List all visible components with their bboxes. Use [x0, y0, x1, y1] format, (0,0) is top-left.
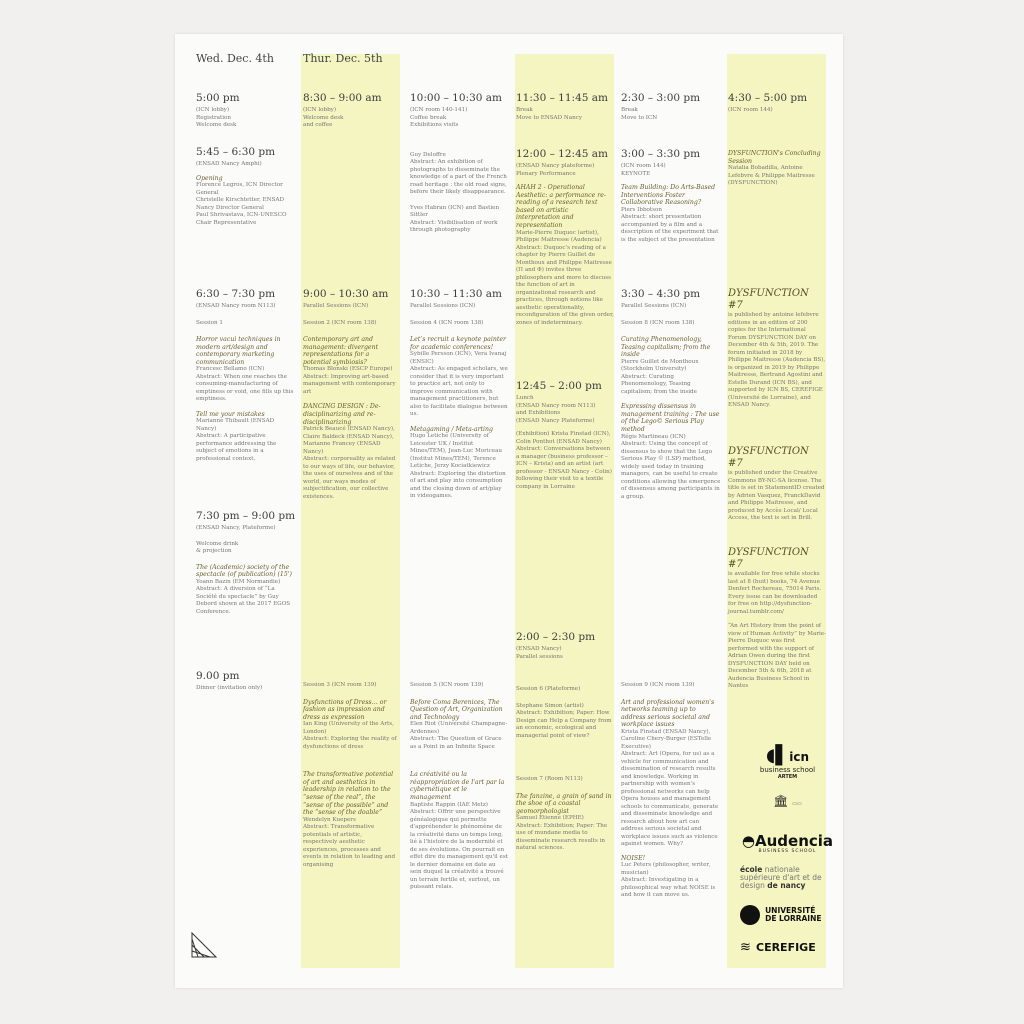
time: 10:00 – 10:30 am	[410, 92, 502, 104]
text: Move to ICN	[621, 114, 658, 121]
room: Parallel Sessions (ICN)	[621, 303, 687, 309]
colophon-text: is published by antoine lefebvre editions in an edition of 200 copies for the International Forum DYSFUNCTION DAY on December 4th & 5th, 2019. The forum initiated in 2018 by Philippe Maitresse (Audencia BS), is organized in 2019 by Philippe Maitresse, Bertrand Agostini and Estelle Durand (ICN BS), and supported by ICN BS, CEREFIGE (Université de Lorraine), and ENSAD Nancy.	[728, 312, 826, 408]
time: 8:30 – 9:00 am	[303, 92, 382, 104]
title: DANCING DESIGN : De-disciplinarizing and re-disciplinarizing	[303, 403, 381, 426]
time: 10:30 – 11:30 am	[410, 288, 502, 300]
person: Thomas Blonski (ESCP Europe)	[303, 366, 393, 373]
session: Session 4 (ICN room 138)	[410, 319, 484, 326]
abstract: Abstract: corporeality as related to our ways of life, our behavior, the uses of ourselves and of the world, our ways modes of subjectification, our collective existences.	[303, 456, 396, 500]
person: Hugo Letiche (University of Leicester UK / Institut Mines/TEM), Jean-Luc Moriceau (Institut Mines/TEM), Terence Letiche, Jerzy Kociatkiewicz	[410, 433, 503, 470]
person: Patrick Beaucé (ENSAD Nancy),	[303, 426, 395, 433]
title: Curating Phenomenology, Teasing capitalism; from the inside	[621, 336, 711, 359]
time: 5:45 – 6:30 pm	[196, 146, 276, 158]
session: Session 5 (ICN room 139)	[410, 682, 484, 688]
room: (ENSAD Nancy)	[516, 646, 562, 652]
time: 4:30 – 5:00 pm	[728, 92, 808, 104]
text: and coffee	[303, 122, 333, 128]
abstract: Abstract: Exploring the reality of dysfunctions of dress	[303, 736, 397, 750]
session: Session 9 (ICN room 139)	[621, 682, 695, 688]
abstract: Abstract: A participative performance addressing the subject of emotions in a professional context.	[196, 433, 277, 462]
ul-mark-icon	[740, 905, 760, 925]
day-header-wed: Wed. Dec. 4th	[196, 52, 274, 65]
person: Christelle Kirschtetter, ENSAD Nancy Director General	[196, 197, 285, 211]
ul-text: DE LORRAINE	[765, 913, 822, 923]
person: Yoann Bazin (EM Normandie)	[196, 578, 281, 585]
text: KEYNOTE	[621, 170, 651, 177]
time: 2:00 – 2:30 pm	[516, 631, 596, 643]
ensad-text: design	[740, 881, 765, 890]
logo-cerefige	[740, 936, 845, 955]
colophon-text: is published under the Creative Commons BY-NC-SA license. The title is set in StatementID created by Adrien Vasquez, FranckDavid and Philippe Maitresse, and produced by Accès Local/ Local Access, the text is set in Brill.	[728, 470, 825, 521]
title: Horror vacui techniques in modern art/design and contemporary marketing communication	[196, 336, 281, 366]
person: Sybille Persson (ICN), Vera Ivanaj (ENSIC)	[410, 351, 507, 365]
colophon-text: “An Art History from the point of view of Human Activity” by Marie-Pierre Duquoc was first performed with the support of Adrian Owen during the first DYSFUNCTION DAY held on December 5th & 6th, 2018 at Audencia Business School in Nantes	[728, 623, 826, 689]
person: (Exhibition) Krista Finstad (ICN), Colin Ponthot (ENSAD Nancy)	[516, 431, 611, 445]
abstract: Abstract: Offrir une perspective généalogique qui permette d'appréhender le phénomène de la créativité dans un temps long, lié à l'histoire de la modernité et de ses évolutions. On pourrait en effet dire du management qu'il est le dernier domaine en date au sein duquel la créativité a trouvé un terrain fertile et, surtout, un puissant relais.	[410, 809, 508, 891]
abstract: Abstract: An exhibition of photographs to disseminate the knowledge of a part of the French road heritage : the old road signs, before their likely disappearance.	[410, 159, 507, 195]
title: The fanzine, a grain of sand in the shoe of a coastal geomorphologist	[516, 792, 612, 815]
text: Break	[621, 107, 638, 113]
person: Marianne Francey (ENSAD Nancy)	[303, 441, 381, 455]
person: Samuel Etienne (EPHE)	[516, 815, 584, 822]
person: Marie-Pierre Duquoc (artist), Philippe Maitresse (Audencia)	[516, 229, 602, 244]
room: (ENSAD Nancy, Plateforme)	[196, 525, 276, 531]
title: DYSFUNCTION's Concluding Session	[728, 150, 821, 165]
title: NOISE!	[621, 854, 646, 862]
abstract: Abstract: When one reaches the consuming-manufacturing of emptiness or void, one fills up this emptiness.	[196, 373, 294, 403]
audencia-subtitle: BUSINESS SCHOOL	[758, 849, 817, 854]
room: Parallel Sessions (ICN)	[410, 303, 476, 309]
abstract: Abstract: Exploring the distortion of art and play into consumption and the closing down of art/play in videogames.	[410, 470, 506, 500]
logo-audencia	[735, 834, 840, 854]
abstract: Abstract: Art (Opera, for us) as a vehicle for communication and dissemination of research results and knowledge. Working in partnership with women's professional networks can help Opera houses and management schools to communicate, generate and disseminate knowledge and research about how art can address serious societal and workplace issues such as violence against women. Why?	[621, 751, 719, 848]
text: Welcome desk	[196, 122, 237, 128]
room: (ICN lobby)	[196, 107, 230, 113]
person: Paul Shrivastava, ICN-UNESCO Chair Representative	[196, 212, 287, 226]
time: 5:00 pm	[196, 92, 240, 104]
text: Registration	[196, 114, 232, 121]
time: 2:30 – 3:00 pm	[621, 92, 701, 104]
audencia-mark-icon: ◓	[741, 832, 756, 850]
ensad-text: nationale	[764, 865, 800, 874]
time: 3:30 – 4:30 pm	[621, 288, 701, 300]
person: Yves Habran (ICN) and Bastien Sittler	[410, 204, 500, 218]
abstract: Abstract: short presentation accompanied by a film and a description of the experiment that is the subject of the presentation	[621, 214, 719, 243]
text: Welcome drink	[196, 540, 239, 547]
time: 12:45 – 2:00 pm	[516, 380, 602, 392]
session: Session 3 (ICN room 139)	[303, 682, 377, 688]
logo-icn	[735, 747, 840, 780]
title: Team Building: Do Arts-Based Interventions Foster Collaborative Reasoning?	[621, 184, 716, 207]
abstract: Abstract: Investigating in a philosophical way what NOISE is and how it can move us.	[621, 877, 716, 899]
time: 3:00 – 3:30 pm	[621, 148, 701, 160]
colophon-title: DYSFUNCTION #7	[728, 547, 809, 570]
unesco-temple-icon: 🏛	[773, 794, 789, 808]
time: 11:30 – 11:45 am	[516, 92, 608, 104]
title: The transformative potential of art and aesthetics in leadership in relation to the “sense of the real”, the “sense of the possible” and the “sense of the doable”	[303, 771, 394, 817]
title: AHAH 2 - Operational Aesthetic: a performance re-reading of a research text based on artistic interpretation and representation	[516, 184, 606, 229]
day-header-thu: Thur. Dec. 5th	[303, 52, 383, 65]
logo-ensad	[740, 866, 845, 890]
room: (ENSAD Nancy Plateforme)	[516, 417, 595, 424]
time: 12:00 – 12:45 am	[516, 148, 608, 160]
abstract: Abstract: A diversion of “La Société du spectacle” by Guy Debord shown at the 2017 EGOS Conference.	[196, 586, 291, 615]
text: Lunch	[516, 395, 534, 401]
person: Régis Martineau (ICN)	[621, 433, 686, 440]
abstract: Abstract: The Question of Grace as a Point in an Infinite Space	[410, 736, 502, 750]
room: (ICN lobby)	[303, 107, 337, 113]
room: (ICN room 144)	[621, 163, 666, 169]
session: Session 7 (Room N113)	[516, 776, 583, 782]
title: Let’s recruit a keynote painter for academic conferences!	[410, 336, 506, 351]
triangle-logo-icon	[191, 932, 217, 958]
title: Tell me your mistakes	[196, 410, 265, 418]
person: Francesc Bellamo (ICN)	[196, 366, 265, 373]
text: Coffee break	[410, 114, 447, 121]
room: Parallel Sessions (ICN)	[303, 303, 369, 309]
logo-unesco: 🏛 ▭▭	[773, 794, 802, 808]
text: Parallel sessions	[516, 653, 563, 660]
title: Opening	[196, 174, 223, 182]
abstract: Abstract: Transformative potentials of artistic, respectively aesthetic experiences, processes and events in relation to leading and organising	[303, 824, 396, 868]
abstract: Abstract: Using the concept of dissensus to show that the Lego Serious Play © (LSP) method, widely used today in training managers, can be useful to create conditions allowing the emergence of dissensus among participants in a group.	[621, 441, 721, 500]
room: (ENSAD Nancy plateforme)	[516, 163, 595, 169]
person: Krista Finstad (ENSAD Nancy), Caroline Chery-Burger (ESTelle Executive)	[621, 728, 712, 750]
person: Guy Deloffre	[410, 151, 446, 158]
room: (ICN room 140-141)	[410, 107, 468, 113]
person: Luc Peters (philosopher, writer, musician)	[621, 862, 711, 876]
text: Dinner (invitation only)	[196, 685, 263, 691]
title: Dysfunctions of Dress… or fashion as impression and dress as expression	[303, 698, 387, 721]
title: Expressing dissensus in management training : The use of the Lego© Serious Play method	[621, 403, 720, 434]
person: Elen Riot (Université Champagne-Ardennes)	[410, 721, 508, 735]
colophon-title: DYSFUNCTION #7	[728, 288, 809, 311]
person: Marianne Thibault (ENSAD Nancy)	[196, 418, 275, 432]
person: Wendelyn Kuepers	[303, 816, 356, 823]
person: Florence Legros, ICN Director General	[196, 182, 283, 196]
person: Natalia Bobadilla, Antoine Lefebvre & Philippe Maitresse (DYSFUNCTION)	[728, 165, 815, 187]
person: Piers Ibbotson	[621, 206, 663, 213]
text: Break	[516, 107, 533, 113]
room: (ICN room 144)	[728, 107, 773, 113]
ensad-text: école	[740, 865, 763, 874]
colophon-title: DYSFUNCTION #7	[728, 446, 809, 469]
title: Art and professional women's networks teaming up to address serious societal and workplace issues	[621, 698, 715, 729]
text: and Exhibitions	[516, 410, 561, 416]
abstract: Abstract: Visibilisation of work through photography	[410, 219, 498, 233]
room: (ENSAD Nancy room N113)	[516, 402, 596, 409]
abstract: Abstract: Duquoc's reading of a chapter by Pierre Guillet de Monthoux and Philippe Maitresse (Π and Φ) invites three philosophers and more to discuss the function of art in organizational research and practices, through notions like aesthetic operationality, reconfiguration of the given order, zones of indeterminacy.	[516, 244, 614, 326]
program-sheet	[175, 34, 843, 988]
session: Session 2 (ICN room 138)	[303, 319, 377, 326]
session: Session 6 (Plateforme)	[516, 686, 581, 692]
person: Baptiste Rappin (IAE Metz)	[410, 801, 488, 808]
icn-mark-icon: ◖▌	[765, 745, 790, 766]
abstract: Abstract: Curating Phenomenology, Teasing capitalism; from the inside	[621, 373, 697, 395]
abstract: Abstract: Improving art-based management with contemporary art	[303, 373, 396, 395]
cerefige-mark-icon: ≋	[740, 940, 751, 955]
title: Contemporary art and management: divergent representations for a potential symbiosis?	[303, 336, 379, 366]
ensad-text: supérieure d'art et de	[740, 873, 822, 882]
text: Welcome desk	[303, 114, 344, 121]
title: Metagaming / Meta-arting	[410, 425, 493, 433]
person: Ian King (University of the Arts, London)	[303, 721, 394, 735]
abstract: Abstract: As engaged scholars, we consider that it is very important to practice art, not only to improve communication with management practitioners, but also to facilitate dialogue between us.	[410, 366, 508, 418]
ul-text: UNIVERSITÉ	[765, 905, 816, 915]
time: 7:30 pm – 9:00 pm	[196, 510, 296, 522]
colophon-text: Every issue can be downloaded for free on http://dysfunction-journal.tumblr.com/	[728, 593, 818, 615]
text: Plenary Performance	[516, 170, 576, 177]
title: La créativité ou la réappropriation de l'art par la cybernétique et le management	[410, 771, 505, 802]
person: Claire Baldeck (ENSAD Nancy),	[303, 433, 394, 440]
text: & projection	[196, 548, 232, 554]
abstract: Abstract: Exhibition; Paper: How Design can Help a Company from an economic, ecological and managerial point of view?	[516, 710, 612, 739]
session: Session 8 (ICN room 138)	[621, 319, 695, 326]
audencia-wordmark: Audencia	[755, 832, 834, 850]
icn-wordmark: icn	[789, 750, 810, 764]
title: The (Academic) society of the spectacle (of publication) (15')	[196, 563, 292, 579]
text: Move to ENSAD Nancy	[516, 114, 582, 121]
abstract: Abstract: Exhibition; Paper: The use of mundane media to disseminate research results in natural sciences.	[516, 822, 608, 852]
title: Before Coma Berenices, The Question of Art, Organization and Technology	[410, 698, 503, 721]
session: Session 1	[196, 319, 223, 326]
person: Stephane Simon (artist)	[516, 702, 584, 709]
room: (ENSAD Nancy Amphi)	[196, 161, 262, 167]
cerefige-wordmark: CEREFIGE	[756, 941, 816, 954]
time: 6:30 – 7:30 pm	[196, 288, 276, 300]
colophon-text: is available for free while stocks last at 8 (huit) books, 74 Avenue Denfert Rochereau, 75014 Paris.	[728, 571, 822, 592]
ensad-text: de nancy	[767, 881, 806, 890]
abstract: Abstract: Conversations between a manager (business professor – ICN – Krista) and an artist (art professor - ENSAD Nancy - Colin) following their visit to a textile company in Lorraine	[516, 446, 612, 490]
icn-subtitle: business school	[759, 766, 816, 774]
icn-artem: ARTEM	[777, 774, 798, 780]
room: (ENSAD Nancy room N113)	[196, 303, 276, 309]
logo-universite-lorraine	[740, 904, 845, 925]
person: Pierre Guillet de Monthoux (Stockholm University)	[621, 358, 699, 373]
time: 9:00 – 10:30 am	[303, 288, 389, 300]
time: 9.00 pm	[196, 670, 240, 682]
text: Exhibitions visits	[410, 122, 459, 128]
